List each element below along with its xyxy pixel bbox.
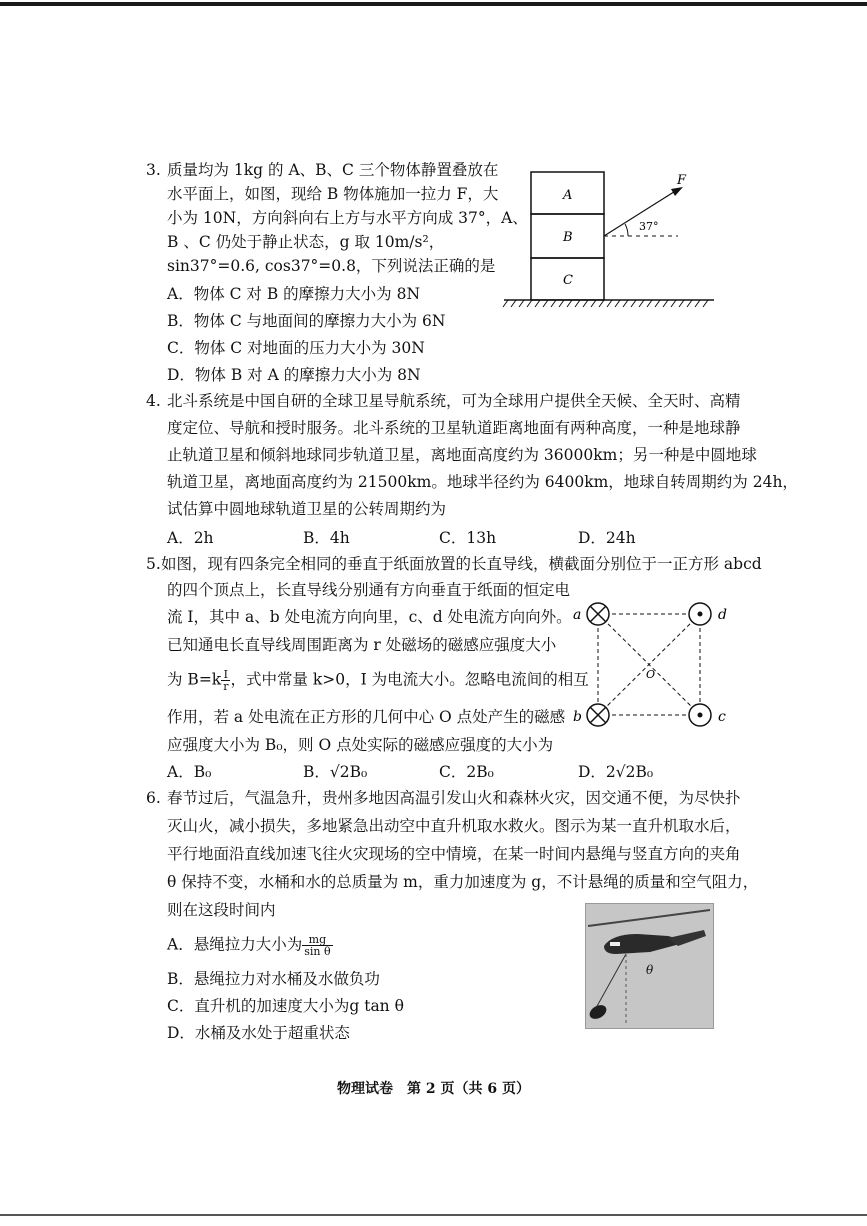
q6-line: 则在这段时间内 — [167, 901, 276, 919]
formula-prefix: 为 B=k — [167, 670, 222, 689]
ground-hatch — [503, 300, 708, 307]
q4-line: 试估算中圆地球轨道卫星的公转周期约为 — [167, 500, 447, 518]
q4-line: 止轨道卫星和倾斜地球同步轨道卫星，离地面高度约为 36000km；另一种是中圆地球 — [167, 446, 757, 464]
top-border — [0, 2, 867, 6]
q3-option-b: B．物体 C 与地面间的摩擦力大小为 6N — [167, 312, 446, 330]
q5-option-d: D．2√2B₀ — [578, 763, 654, 781]
q5-line: 已知通电长直导线周围距离为 r 处磁场的磁感应强度大小 — [167, 636, 557, 654]
q6-line: 平行地面沿直线加速飞往火灾现场的空中情境，在某一时间内悬绳与竖直方向的夹角 — [167, 845, 741, 863]
label-o: O — [646, 668, 656, 681]
q4-option-a: A．2h — [167, 529, 214, 547]
wire-a-into-page-icon — [587, 603, 609, 625]
q4-line: 轨道卫星，离地面高度约为 21500km。地球半径约为 6400km，地球自转周期约为 24h， — [167, 473, 798, 491]
label-a: A — [563, 188, 573, 203]
q4-option-b: B．4h — [303, 529, 350, 547]
wire-d-out-of-page-icon — [689, 603, 711, 625]
q5-option-b: B．√2B₀ — [303, 763, 368, 781]
q3-option-a: A．物体 C 对 B 的摩擦力大小为 8N — [167, 285, 421, 303]
helicopter-illustration — [586, 904, 713, 1028]
q3-line: 小为 10N，方向斜向右上方与水平方向成 37°，A、 — [167, 209, 528, 227]
q3-line: 水平面上，如图，现给 B 物体施加一拉力 F，大 — [167, 185, 499, 203]
angle-arc — [625, 224, 628, 236]
q5-line: 的四个顶点上，长直导线分别通有方向垂直于纸面的恒定电 — [167, 581, 571, 599]
bottom-border — [0, 1214, 867, 1216]
fraction-numerator: I — [221, 669, 230, 681]
label-c: C — [563, 273, 573, 288]
label-d: d — [718, 607, 727, 623]
q4-line: 北斗系统是中国自研的全球卫星导航系统，可为全球用户提供全天候、全天时、高精 — [167, 392, 741, 410]
wire-c-out-of-page-icon — [689, 704, 711, 726]
q6-line: θ 保持不变，水桶和水的总质量为 m，重力加速度为 g，不计悬绳的质量和空气阻力， — [167, 873, 759, 891]
option-a-prefix: A．悬绳拉力大小为 — [167, 935, 303, 954]
q3-blocks-figure — [500, 168, 720, 313]
q6-number: 6. — [146, 789, 161, 807]
fraction-denominator: r — [223, 680, 229, 693]
q6-option-a — [167, 934, 333, 957]
q5-square-figure — [568, 595, 728, 735]
q4-line: 度定位、导航和授时服务。北斗系统的卫星轨道距离地面有两种高度，一种是地球静 — [167, 419, 741, 437]
q6-line: 春节过后，气温急升，贵州多地因高温引发山火和森林火灾，因交通不便，为尽快扑 — [167, 789, 741, 807]
q5-number: 5. — [146, 555, 161, 573]
q6-line: 灭山火，减小损失，多地紧急出动空中直升机取水救火。图示为某一直升机取水后， — [167, 817, 741, 835]
q4-number: 4. — [146, 392, 161, 410]
q4-option-d: D．24h — [578, 529, 636, 547]
angle-label: 37° — [639, 220, 659, 233]
q6-option-d: D．水桶及水处于超重状态 — [167, 1024, 350, 1042]
q5-line: 流 I，其中 a、b 处电流方向向里，c、d 处电流方向向外。 — [167, 608, 572, 626]
label-a: a — [573, 607, 582, 623]
formula-suffix: ，式中常量 k>0，I 为电流大小。忽略电流间的相互 — [230, 670, 589, 689]
label-b: b — [573, 709, 582, 725]
q5-line: 如图，现有四条完全相同的垂直于纸面放置的长直导线，横截面分别位于一正方形 abcd — [161, 555, 762, 573]
helicopter-photo — [585, 903, 714, 1029]
q4-option-c: C．13h — [439, 529, 497, 547]
label-c: c — [718, 709, 726, 725]
q3-line: sin37°=0.6, cos37°=0.8，下列说法正确的是 — [167, 257, 496, 275]
q3-option-d: D．物体 B 对 A 的摩擦力大小为 8N — [167, 366, 421, 384]
q5-line: 应强度大小为 B₀，则 O 点处实际的磁感应强度的大小为 — [167, 736, 554, 754]
q5-formula-line — [167, 669, 589, 692]
wire-b-into-page-icon — [587, 704, 609, 726]
arrow-head-icon — [671, 187, 683, 196]
q3-number: 3. — [146, 161, 161, 179]
page-footer: 物理试卷 第 2 页（共 6 页） — [337, 1081, 530, 1097]
fraction-numerator: mg — [302, 934, 332, 946]
fraction-denominator: sin θ — [304, 945, 331, 958]
q6-option-c: C．直升机的加速度大小为g tan θ — [167, 997, 404, 1015]
q5-line: 作用，若 a 处电流在正方形的几何中心 O 点处产生的磁感 — [167, 708, 566, 726]
theta-label: θ — [646, 963, 654, 977]
q3-line: 质量均为 1kg 的 A、B、C 三个物体静置叠放在 — [167, 161, 499, 179]
option-a-fraction — [302, 934, 332, 957]
label-b: B — [563, 230, 573, 245]
q3-line: B 、C 仍处于静止状态，g 取 10m/s²， — [167, 233, 445, 251]
q3-option-c: C．物体 C 对地面的压力大小为 30N — [167, 339, 425, 357]
label-f: F — [677, 173, 687, 188]
q5-option-c: C．2B₀ — [439, 763, 494, 781]
q6-option-b: B．悬绳拉力对水桶及水做负功 — [167, 970, 380, 988]
q5-option-a: A．B₀ — [167, 763, 212, 781]
